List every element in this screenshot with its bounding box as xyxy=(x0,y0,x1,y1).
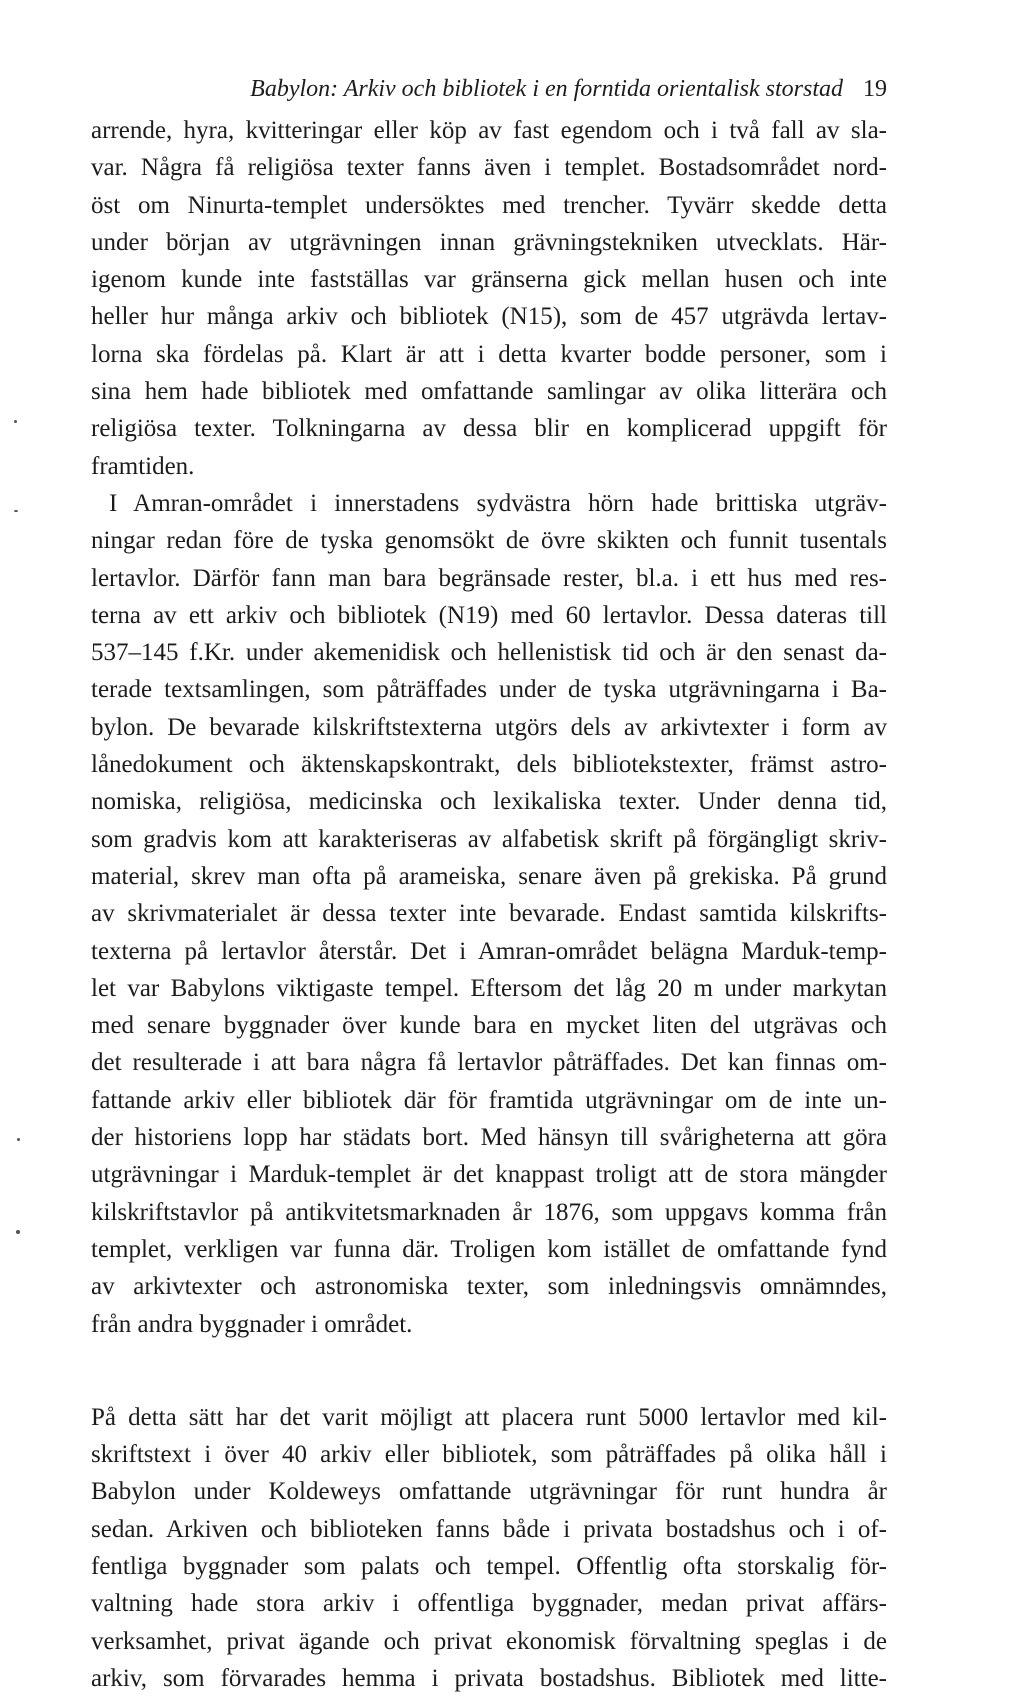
text-line: sedan. Arkiven och biblioteken fanns både i privata bostadshus och i of- xyxy=(91,1515,887,1543)
scan-speck xyxy=(14,420,17,423)
text-line: På detta sätt har det varit möjligt att placera runt 5000 lertavlor med kil- xyxy=(91,1403,887,1431)
text-line: med senare byggnader över kunde bara en mycket liten del utgrävas och xyxy=(91,1012,887,1040)
text-line: der historiens lopp har städats bort. Med hänsyn till svårigheterna att göra xyxy=(91,1124,887,1152)
text-line: let var Babylons viktigaste tempel. Eftersom det låg 20 m under markytan xyxy=(91,974,887,1002)
text-line: terna av ett arkiv och bibliotek (N19) med 60 lertavlor. Dessa dateras till xyxy=(91,601,887,629)
paragraph xyxy=(91,112,887,485)
text-line: terade textsamlingen, som påträffades under de tyska utgrävningarna i Ba- xyxy=(91,676,887,704)
text-line: lånedokument och äktenskapskontrakt, dels bibliotekstexter, främst astro- xyxy=(91,751,887,779)
text-line: bylon. De bevarade kilskriftstexterna utgörs dels av arkivtexter i form av xyxy=(91,713,887,741)
paragraph xyxy=(91,1399,887,1697)
text-line: som gradvis kom att karakteriseras av alfabetisk skrift på förgängligt skriv- xyxy=(91,825,887,853)
paragraph-gap xyxy=(91,1343,887,1399)
text-line: I Amran-området i innerstadens sydvästra hörn hade brittiska utgräv- xyxy=(109,489,887,517)
text-line: av arkivtexter och astronomiska texter, som inledningsvis omnämndes, xyxy=(91,1273,887,1301)
text-line: av skrivmaterialet är dessa texter inte bevarade. Endast samtida kilskrifts- xyxy=(91,900,887,928)
text-line: lorna ska fördelas på. Klart är att i detta kvarter bodde personer, som i xyxy=(91,340,887,368)
text-line: skriftstext i över 40 arkiv eller bibliotek, som påträffades på olika håll i xyxy=(91,1441,887,1469)
scan-speck xyxy=(17,1138,20,1141)
text-line: från andra byggnader i området. xyxy=(91,1310,413,1338)
text-line: var. Några få religiösa texter fanns även i templet. Bostadsområdet nord- xyxy=(91,154,887,182)
scan-speck xyxy=(14,510,18,512)
text-line: fentliga byggnader som palats och tempel. Offentlig ofta storskalig för- xyxy=(91,1552,887,1580)
text-line: nomiska, religiösa, medicinska och lexikaliska texter. Under denna tid, xyxy=(91,788,887,816)
text-line: valtning hade stora arkiv i offentliga byggnader, medan privat affärs- xyxy=(91,1590,887,1618)
text-line: 537–145 f.Kr. under akemenidisk och hellenistisk tid och är den senast da- xyxy=(91,639,887,667)
text-line: framtiden. xyxy=(91,452,195,480)
text-line: igenom kunde inte fastställas var gränserna gick mellan husen och inte xyxy=(91,266,887,294)
text-line: under början av utgrävningen innan grävningstekniken utvecklats. Här- xyxy=(91,228,887,256)
text-line: verksamhet, privat ägande och privat ekonomisk förvaltning speglas i de xyxy=(91,1627,887,1655)
text-line: material, skrev man ofta på arameiska, senare även på grekiska. På grund xyxy=(91,862,887,890)
text-line: öst om Ninurta-templet undersöktes med trencher. Tyvärr skedde detta xyxy=(91,191,887,219)
text-line: kilskriftstavlor på antikvitetsmarknaden år 1876, som uppgavs komma från xyxy=(91,1198,887,1226)
text-line: templet, verkligen var funna där. Troligen kom istället de omfattande fynd xyxy=(91,1235,887,1263)
running-title: Babylon: Arkiv och bibliotek i en forntida orientalisk storstad xyxy=(250,76,843,102)
text-line: lertavlor. Därför fann man bara begränsade rester, bl.a. i ett hus med res- xyxy=(91,564,887,592)
text-line: religiösa texter. Tolkningarna av dessa blir en komplicerad uppgift för xyxy=(91,415,887,443)
text-line: ningar redan före de tyska genomsökt de övre skikten och funnit tusentals xyxy=(91,527,887,555)
body-text xyxy=(91,112,887,1697)
scan-speck xyxy=(16,1230,20,1234)
text-line: Babylon under Koldeweys omfattande utgrävningar för runt hundra år xyxy=(91,1478,887,1506)
page-number: 19 xyxy=(863,76,887,102)
text-line: sina hem hade bibliotek med omfattande samlingar av olika litterära och xyxy=(91,378,887,406)
text-line: utgrävningar i Marduk-templet är det knappast troligt att de stora mängder xyxy=(91,1161,887,1189)
text-line: texterna på lertavlor återstår. Det i Amran-området belägna Marduk-temp- xyxy=(91,937,887,965)
text-line: fattande arkiv eller bibliotek där för framtida utgrävningar om de inte un- xyxy=(91,1086,887,1114)
book-page xyxy=(91,0,887,1692)
text-line: heller hur många arkiv och bibliotek (N15), som de 457 utgrävda lertav- xyxy=(91,303,887,331)
paragraph xyxy=(91,485,887,1343)
text-line: arkiv, som förvarades hemma i privata bostadshus. Bibliotek med litte- xyxy=(91,1664,887,1692)
text-line: arrende, hyra, kvitteringar eller köp av fast egendom och i två fall av sla- xyxy=(91,117,887,144)
text-line: det resulterade i att bara några få lertavlor påträffades. Det kan finnas om- xyxy=(91,1049,887,1077)
running-header xyxy=(91,72,887,106)
